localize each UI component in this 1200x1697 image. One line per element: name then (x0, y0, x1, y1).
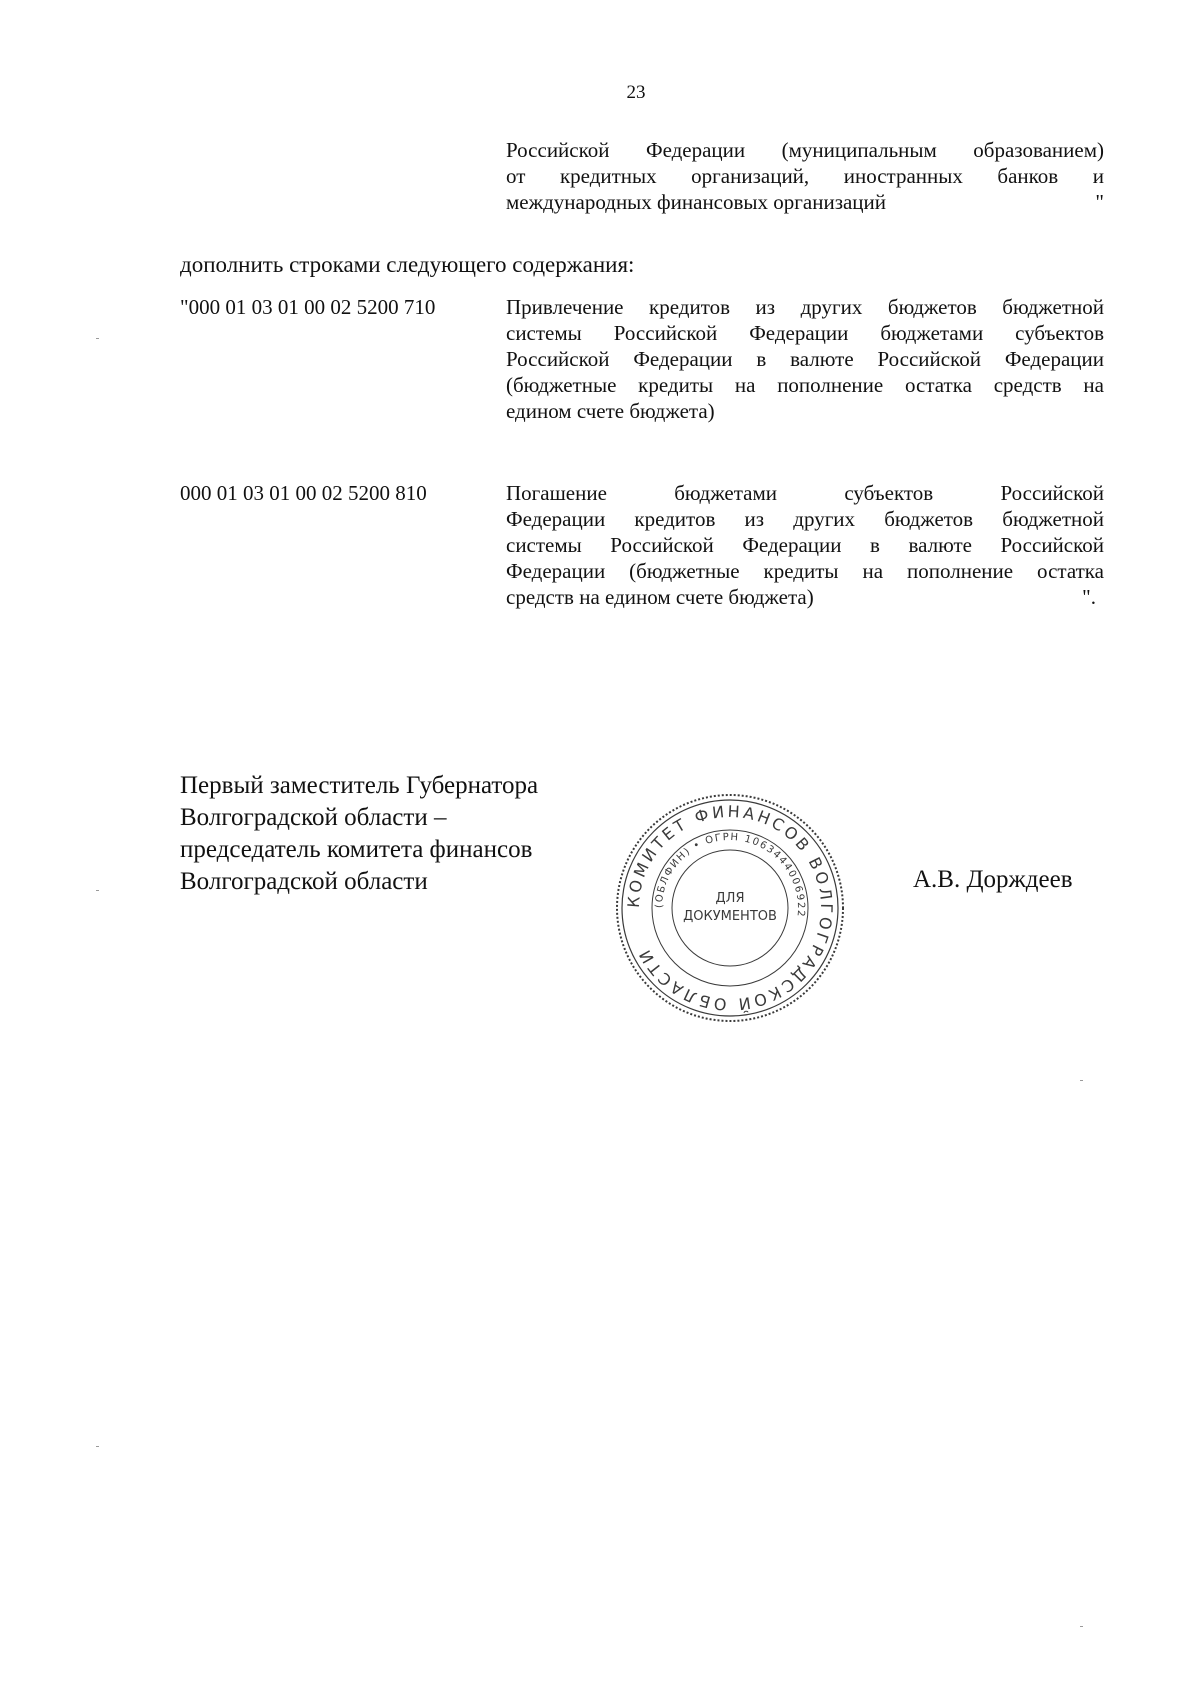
description-line: Федерации кредитов из других бюджетов бюджетной (506, 507, 1104, 531)
seal-inner-text: (ОБЛФИН) • ОГРН 1063444006922 (653, 831, 807, 919)
page-number: 23 (626, 82, 646, 103)
intro-text: дополнить строками следующего содержания: (180, 252, 635, 277)
description-line (506, 584, 1104, 610)
description-line: (бюджетные кредиты на пополнение остатка средств на (506, 373, 1104, 397)
seal-center-line: ДОКУМЕНТОВ (683, 909, 777, 924)
description-line: Погашение бюджетами субъектов Российской (506, 481, 1104, 505)
official-seal-stamp (612, 790, 848, 1026)
seal-outer-ring (617, 795, 843, 1021)
code-description (506, 480, 1104, 610)
signatory-title (180, 770, 538, 898)
seal-inner-ring (672, 850, 788, 966)
scan-speck (96, 1446, 99, 1447)
budget-classification-code: "000 01 03 01 00 02 5200 710 (180, 295, 436, 319)
continuation-text (506, 137, 1104, 215)
code-description (506, 294, 1104, 424)
closing-quote: ". (1082, 585, 1096, 609)
closing-quote: " (1095, 190, 1104, 214)
scan-speck (1080, 1626, 1083, 1627)
signatory-name: А.В. Дорждеев (913, 866, 1073, 893)
description-line: системы Российской Федерации бюджетами субъектов (506, 321, 1104, 345)
continuation-line: от кредитных организаций, иностранных банков и (506, 164, 1104, 188)
continuation-line-text: международных финансовых организаций (506, 190, 887, 214)
signatory-title-line: Первый заместитель Губернатора (180, 772, 539, 799)
scan-speck (1080, 1080, 1083, 1081)
description-line: Российской Федерации в валюте Российской Федерации (506, 347, 1104, 371)
description-line: Федерации (бюджетные кредиты на пополнение остатка (506, 559, 1104, 583)
scan-speck (96, 338, 99, 339)
continuation-line (506, 189, 1104, 215)
seal-middle-ring (652, 830, 808, 986)
seal-outer-text: КОМИТЕТ ФИНАНСОВ ВОЛГОГРАДСКОЙ ОБЛАСТИ (623, 801, 837, 1015)
signatory-title-line: Волгоградской области (180, 868, 428, 895)
budget-classification-code: 000 01 03 01 00 02 5200 810 (180, 481, 427, 505)
continuation-line: Российской Федерации (муниципальным образованием) (506, 138, 1104, 162)
signatory-title-line: Волгоградской области – (180, 804, 447, 831)
description-line: едином счете бюджета) (506, 399, 715, 423)
description-line-text: средств на едином счете бюджета) (506, 585, 814, 609)
description-line: Привлечение кредитов из других бюджетов бюджетной (506, 295, 1104, 319)
seal-center-line: ДЛЯ (715, 891, 745, 906)
signatory-title-line: председатель комитета финансов (180, 836, 533, 863)
scan-speck (96, 890, 99, 891)
description-line: системы Российской Федерации в валюте Российской (506, 533, 1104, 557)
